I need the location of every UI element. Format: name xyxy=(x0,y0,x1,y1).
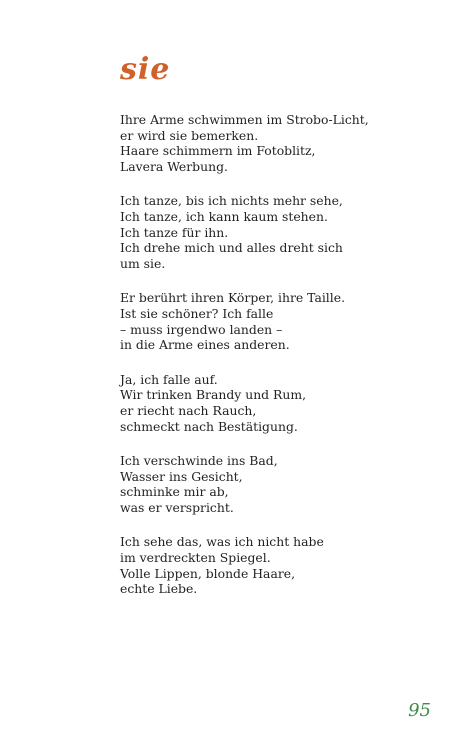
poem-line: echte Liebe. xyxy=(120,581,198,597)
poem-line: Ich drehe mich und alles dreht sich xyxy=(120,240,343,256)
stanza-4 xyxy=(120,372,440,434)
poem-line: – muss irgendwo landen – xyxy=(120,321,283,337)
poem-line: Ich tanze, ich kann kaum stehen. xyxy=(120,208,328,224)
stanza-2 xyxy=(120,193,440,271)
poem-line: schmeckt nach Bestätigung. xyxy=(120,418,298,434)
poem-line: Ist sie schöner? Ich falle xyxy=(120,305,274,321)
poem-line: in die Arme eines anderen. xyxy=(120,337,290,353)
poem-line: Ich tanze für ihn. xyxy=(120,224,229,240)
poem-line: Volle Lippen, blonde Haare, xyxy=(120,565,296,581)
stanza-3 xyxy=(120,290,440,352)
poem-line: Wir trinken Brandy und Rum, xyxy=(120,387,307,403)
poem-line: Ich sehe das, was ich nicht habe xyxy=(120,534,324,550)
poem-line: Ja, ich falle auf. xyxy=(120,371,218,387)
poem-title: sie xyxy=(120,52,171,87)
stanza-5 xyxy=(120,453,440,515)
poem-line: schminke mir ab, xyxy=(120,484,229,500)
poem-line: was er verspricht. xyxy=(120,499,234,515)
poem-line: Ich verschwinde ins Bad, xyxy=(120,453,278,469)
poem-line: Ich tanze, bis ich nichts mehr sehe, xyxy=(120,193,343,209)
poem-line: Haare schimmern im Fotoblitz, xyxy=(120,143,316,159)
poem-line: Wasser ins Gesicht, xyxy=(120,468,243,484)
poem-line: Ihre Arme schwimmen im Strobo-Licht, xyxy=(120,112,369,127)
poem-line: er wird sie bemerken. xyxy=(120,127,259,143)
poem-line: Lavera Werbung. xyxy=(120,158,228,174)
stanza-1 xyxy=(120,112,440,174)
poem-line: Er berührt ihren Körper, ihre Taille. xyxy=(120,290,346,306)
poem-line: um sie. xyxy=(120,255,166,271)
poem-line: er riecht nach Rauch, xyxy=(120,402,257,418)
poem-line: im verdreckten Spiegel. xyxy=(120,550,271,566)
stanza-6 xyxy=(120,534,440,596)
poem-body xyxy=(120,112,440,616)
page-number: 95 xyxy=(408,700,431,721)
